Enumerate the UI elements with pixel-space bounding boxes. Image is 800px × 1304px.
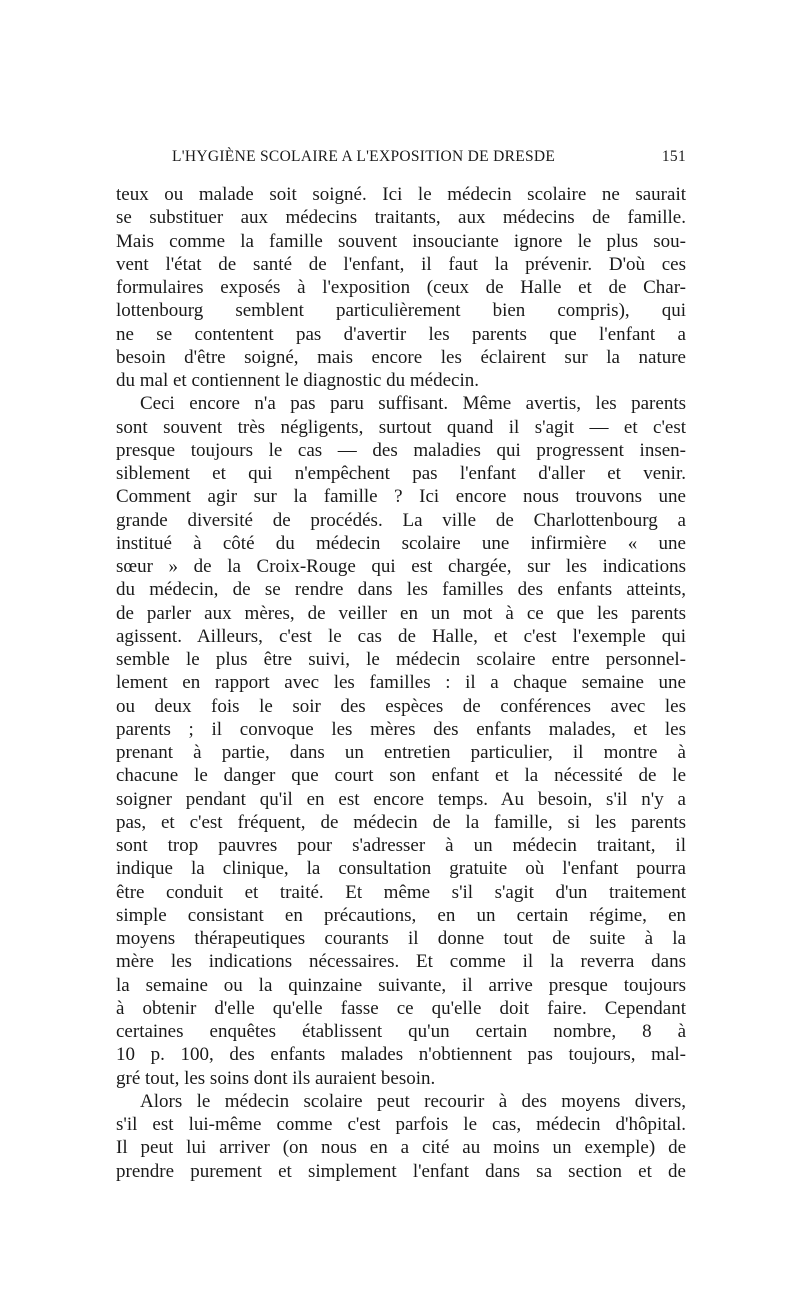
text-line: ne se contentent pas d'avertir les parents que l'enfant a <box>116 323 686 345</box>
text-line: sœur » de la Croix-Rouge qui est chargée, sur les indications <box>116 556 686 577</box>
text-line: s'il est lui-même comme c'est parfois le cas, médecin d'hôpital. <box>116 1114 686 1135</box>
text-line: la semaine ou la quinzaine suivante, il arrive presque toujours <box>116 974 686 996</box>
text-line: prendre purement et simplement l'enfant dans sa section et de <box>116 1160 686 1182</box>
text-line: pas, et c'est fréquent, de médecin de la famille, si les parents <box>116 811 686 833</box>
text-line: être conduit et traité. Et même s'il s'agit d'un traitement <box>116 881 686 903</box>
text-line: chacune le danger que court son enfant et la nécessité de le <box>116 765 686 787</box>
text-line: du médecin, de se rendre dans les familles des enfants atteints, <box>116 579 686 601</box>
text-line: presque toujours le cas — des maladies qui progressent insen- <box>116 439 686 461</box>
text-line: Alors le médecin scolaire peut recourir à des moyens divers, <box>140 1090 686 1112</box>
text-line: mère les indications nécessaires. Et comme il la reverra dans <box>116 951 686 973</box>
text-line: soigner pendant qu'il en est encore temps. Au besoin, s'il n'y a <box>116 788 686 810</box>
text-line: formulaires exposés à l'exposition (ceux de Halle et de Char- <box>116 277 686 298</box>
page-number: 151 <box>661 148 686 165</box>
text-line: sont souvent très négligents, surtout quand il s'agit — et c'est <box>116 416 686 438</box>
text-line: lement en rapport avec les familles : il a chaque semaine une <box>116 672 686 694</box>
text-line: moyens thérapeutiques courants il donne tout de suite à la <box>116 928 686 949</box>
text-line: sont trop pauvres pour s'adresser à un médecin traitant, il <box>116 835 686 856</box>
text-line: parents ; il convoque les mères des enfants malades, et les <box>116 718 686 740</box>
text-line: simple consistant en précautions, en un certain régime, en <box>116 904 686 926</box>
text-line: prenant à partie, dans un entretien particulier, il montre à <box>116 742 686 763</box>
text-line: à obtenir d'elle qu'elle fasse ce qu'elle doit faire. Cependant <box>116 997 686 1019</box>
text-line: certaines enquêtes établissent qu'un certain nombre, 8 à <box>116 1021 686 1042</box>
text-line: 10 p. 100, des enfants malades n'obtiennent pas toujours, mal- <box>116 1044 686 1066</box>
text-line: lottenbourg semblent particulièrement bien compris), qui <box>116 300 686 322</box>
text-line: indique la clinique, la consultation gratuite où l'enfant pourra <box>116 858 686 880</box>
text-line: Mais comme la famille souvent insouciante ignore le plus sou- <box>116 230 686 252</box>
text-line: vent l'état de santé de l'enfant, il faut la prévenir. D'où ces <box>116 253 686 275</box>
text-line: Il peut lui arriver (on nous en a cité au moins un exemple) de <box>116 1137 686 1159</box>
text-line: Ceci encore n'a pas paru suffisant. Même avertis, les parents <box>140 393 686 415</box>
text-line: agissent. Ailleurs, c'est le cas de Halle, et c'est l'exemple qui <box>116 625 686 647</box>
text-line: Comment agir sur la famille ? Ici encore nous trouvons une <box>116 486 686 508</box>
text-line: se substituer aux médecins traitants, aux médecins de famille. <box>116 207 686 229</box>
running-title: L'HYGIÈNE SCOLAIRE A L'EXPOSITION DE DRESDE <box>172 148 556 165</box>
text-line: siblement et qui n'empêchent pas l'enfant d'aller et venir. <box>116 463 686 484</box>
text-line: semble le plus être suivi, le médecin scolaire entre personnel- <box>116 649 686 670</box>
text-line: grande diversité de procédés. La ville de Charlottenbourg a <box>116 509 686 531</box>
text-line: institué à côté du médecin scolaire une infirmière « une <box>116 532 686 554</box>
text-line: du mal et contiennent le diagnostic du médecin. <box>116 370 480 391</box>
text-line: ou deux fois le soir des espèces de conférences avec les <box>116 695 686 717</box>
running-head <box>172 148 686 170</box>
text-line: teux ou malade soit soigné. Ici le médecin scolaire ne saurait <box>116 184 686 205</box>
text-line: gré tout, les soins dont ils auraient besoin. <box>116 1067 436 1089</box>
body-text <box>116 183 686 1183</box>
text-line: de parler aux mères, de veiller en un mot à ce que les parents <box>116 602 686 624</box>
text-line: besoin d'être soigné, mais encore les éclairent sur la nature <box>116 346 686 368</box>
